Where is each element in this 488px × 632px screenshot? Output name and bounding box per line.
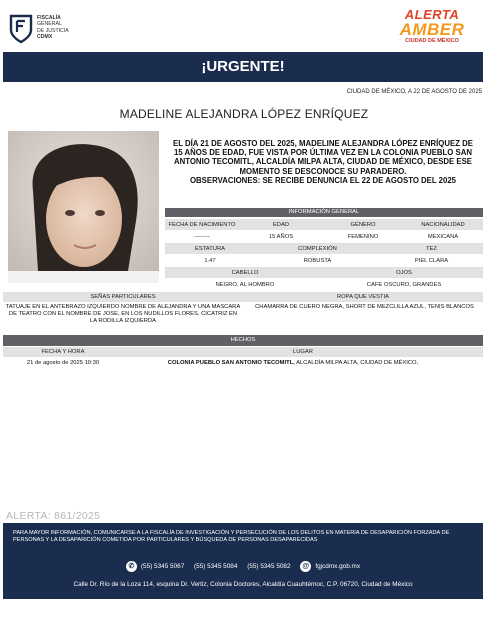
description-text: EL DÍA 21 DE AGOSTO DEL 2025, MADELINE ALEJANDRA LÓPEZ ENRÍQUEZ DE 15 AÑOS DE EDAD, FUE VISTA POR ÚLTIMA VEZ EN LA COLONIA PUEBLO SAN ANTONIO TECOMITL, ALCALDÍA MILPA ALTA, CIUDAD DE MÉXICO, DESDE ESE MOMENTO SE DESCONOCE SU PARADERO. — [173, 139, 473, 176]
website-link[interactable] — [300, 561, 360, 572]
general-info-header: INFORMACIÓN GENERAL — [165, 208, 483, 217]
value-datetime: 21 de agosto de 2025 10:30 — [26, 360, 100, 366]
label-birthdate: FECHA DE NACIMIENTO — [168, 221, 236, 228]
contact-info-text: PARA MAYOR INFORMACIÓN, COMUNICARSE A LA FISCALÍA DE INVESTIGACIÓN Y PERSECUCIÓN DE LOS DELITOS EN MATERIA DE DESAPARICIÓN FORZADA DE PERSONAS Y LA DESAPARICIÓN COMETIDA POR PARTICULARES Y BÚSQUEDA DE PERSONAS DESAPARECIDAS — [13, 530, 450, 543]
general-info-values-row2 — [165, 255, 483, 266]
label-place: LUGAR — [293, 349, 313, 355]
agency-line: FISCALÍA — [37, 15, 61, 21]
label-height: ESTATURA — [194, 245, 226, 252]
phone-1[interactable] — [126, 561, 184, 572]
phone-icon: ✆ — [126, 561, 137, 572]
place-rest: ALCALDÍA MILPA ALTA, CIUDAD DE MÉXICO, — [294, 360, 419, 366]
amber-logo-line2: AMBER — [399, 20, 465, 39]
label-gender: GÉNERO — [350, 221, 376, 228]
phone-2[interactable] — [194, 563, 237, 570]
value-build: ROBUSTA — [303, 257, 332, 264]
agency-line: GENERAL — [37, 21, 62, 28]
events-header: HECHOS — [3, 335, 483, 346]
web-icon: @ — [300, 561, 311, 572]
footer — [3, 523, 483, 599]
alerta-amber-logo — [392, 8, 472, 50]
phone-1-text: (55) 5345 5067 — [140, 563, 185, 570]
label-skin: TEZ — [426, 245, 437, 252]
value-gender: FEMENINO — [347, 233, 379, 240]
label-distinguishing-marks: SEÑAS PARTICULARES — [90, 294, 156, 300]
general-info-labels-row3 — [165, 267, 483, 278]
value-birthdate: -------- — [194, 233, 210, 240]
label-nationality: NACIONALIDAD — [421, 221, 465, 228]
urgent-banner: ¡URGENTE! — [3, 52, 483, 82]
label-eyes: OJOS — [396, 269, 412, 276]
marks-labels-row — [3, 292, 483, 302]
phone-3[interactable] — [247, 563, 290, 570]
agency-line: DE JUSTICIA — [37, 27, 69, 34]
events-labels-row — [3, 347, 483, 357]
label-build: COMPLEXIÓN — [298, 245, 337, 252]
label-hair: CABELLO — [231, 269, 259, 276]
value-skin: PIEL CLARA — [414, 257, 449, 264]
label-datetime: FECHA Y HORA — [41, 349, 85, 355]
value-height: 1.47 — [204, 257, 216, 264]
label-age: EDAD — [272, 221, 290, 228]
value-place — [123, 360, 463, 366]
phone-3-text: (55) 5345 5082 — [247, 563, 291, 570]
value-clothing: CHAMARRA DE CUERO NEGRA, SHORT DE MEZCLILLA AZUL, TENIS BLANCOS — [255, 304, 474, 310]
value-hair: NEGRO, AL HOMBRO — [215, 281, 275, 288]
alert-number: ALERTA: 861/2025 — [6, 510, 101, 522]
amber-logo-line3: CIUDAD DE MÉXICO — [405, 38, 459, 44]
agency-address: Calle Dr. Río de la Loza 114, esquina Dr. Vertiz, Colonia Doctores, Alcaldía Cuauhtémoc, C.P. 06720, Ciudad de México — [73, 581, 413, 588]
value-age: 15 AÑOS — [268, 233, 294, 240]
dateline: CIUDAD DE MÉXICO, A 22 DE AGOSTO DE 2025 — [346, 89, 482, 95]
website-text: fgjcdmx.gob.mx — [315, 563, 361, 570]
header — [0, 0, 488, 52]
fgj-shield-icon — [8, 12, 34, 44]
case-description — [168, 139, 478, 185]
observations-text: OBSERVACIONES: SE RECIBE DENUNCIA EL 22 DE AGOSTO DEL 2025 — [189, 175, 457, 185]
missing-person-photo — [8, 131, 159, 283]
portrait-image — [8, 131, 159, 283]
contact-row — [3, 561, 483, 572]
phone-2-text: (55) 5345 5084 — [194, 563, 238, 570]
amber-logo-line1: ALERTA — [404, 7, 460, 22]
general-info-values-row3 — [165, 279, 483, 290]
person-name: MADELINE ALEJANDRA LÓPEZ ENRÍQUEZ — [119, 107, 369, 121]
agency-line: CDMX — [37, 34, 53, 41]
value-nationality: MEXICANA — [427, 233, 459, 240]
agency-name — [37, 15, 69, 41]
general-info-values-row1 — [165, 231, 483, 242]
value-distinguishing-marks: TATUAJE EN EL ANTEBRAZO IZQUIERDO NOMBRE DE ALEJANDRA Y UNA MASCARA DE TEATRO CON EL NOMBRE DE JOSE, EN LOS NUDILLOS FLORES, CICATRIZ EN LA RODILLA IZQUIERDA — [5, 304, 241, 324]
place-colonia: COLONIA PUEBLO SAN ANTONIO TECOMITL, — [167, 360, 295, 366]
value-eyes: CAFE OSCURO, GRANDES — [366, 281, 442, 288]
general-info-labels-row2 — [165, 243, 483, 254]
general-info-labels-row1 — [165, 219, 483, 230]
label-clothing: ROPA QUE VESTIA — [336, 294, 390, 300]
